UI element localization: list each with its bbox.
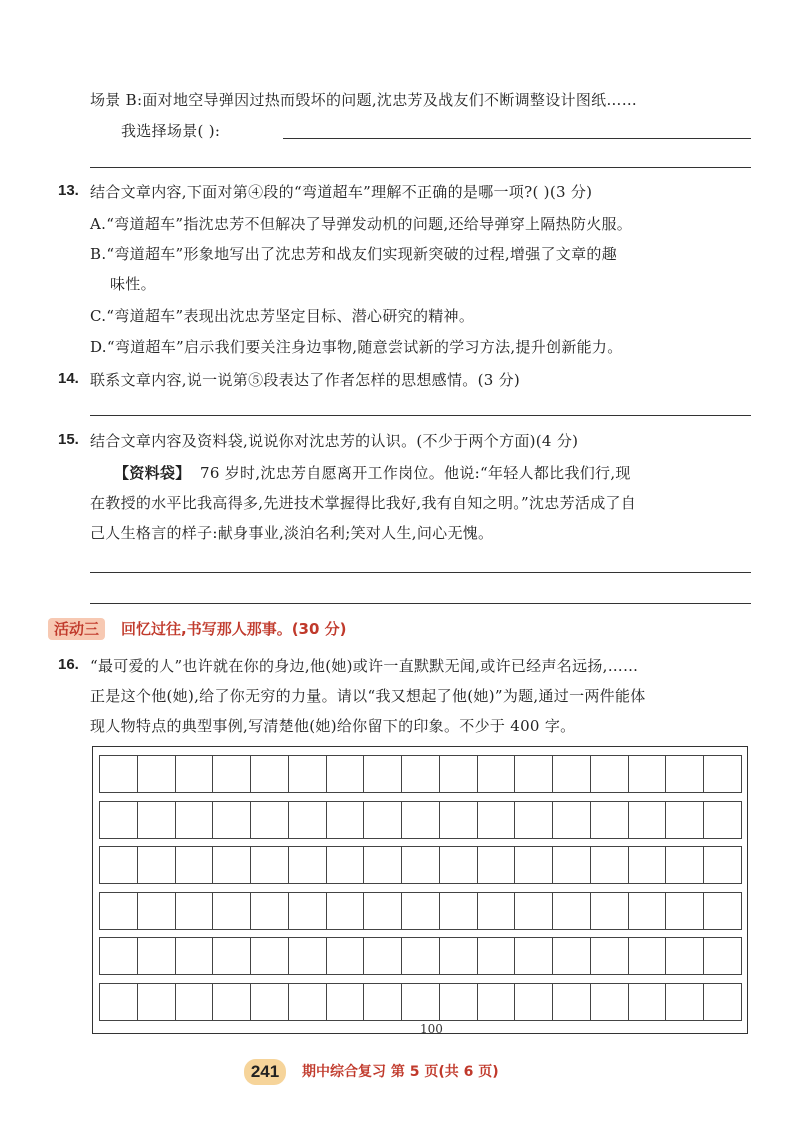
grid-cell[interactable] [138, 756, 176, 792]
question-13-option-b: B.“弯道超车”形象地写出了沈忠芳和战友们实现新突破的过程,增强了文章的趣 [90, 245, 617, 263]
grid-cell[interactable] [251, 893, 289, 929]
grid-cell[interactable] [100, 847, 138, 883]
grid-cell[interactable] [213, 984, 251, 1020]
question-15-answer-line-1[interactable] [90, 572, 751, 573]
grid-cell[interactable] [176, 984, 214, 1020]
grid-cell[interactable] [289, 847, 327, 883]
question-15-answer-line-2[interactable] [90, 603, 751, 604]
grid-cell[interactable] [515, 938, 553, 974]
choose-scene-label: 我选择场景( ): [121, 122, 221, 140]
grid-cell[interactable] [515, 893, 553, 929]
grid-cell[interactable] [327, 893, 365, 929]
grid-row[interactable] [99, 801, 742, 839]
grid-cell[interactable] [666, 893, 704, 929]
grid-cell[interactable] [629, 938, 667, 974]
grid-cell[interactable] [553, 802, 591, 838]
grid-cell[interactable] [176, 938, 214, 974]
question-13-option-a: A.“弯道超车”指沈忠芳不但解决了导弹发动机的问题,还给导弹穿上隔热防火服。 [90, 215, 633, 233]
grid-cell[interactable] [704, 802, 741, 838]
grid-cell[interactable] [327, 802, 365, 838]
grid-cell[interactable] [553, 893, 591, 929]
grid-cell[interactable] [402, 802, 440, 838]
activity-badge: 活动三 [48, 618, 105, 640]
grid-cell[interactable] [440, 847, 478, 883]
question-16-line-2: 正是这个他(她),给了你无穷的力量。请以“我又想起了他(她)”为题,通过一两件能体 [90, 687, 646, 705]
grid-cell[interactable] [591, 984, 629, 1020]
grid-cell[interactable] [478, 802, 516, 838]
grid-row[interactable] [99, 846, 742, 884]
grid-cell[interactable] [478, 847, 516, 883]
grid-cell[interactable] [591, 756, 629, 792]
grid-cell[interactable] [100, 938, 138, 974]
grid-cell[interactable] [704, 984, 741, 1020]
grid-cell[interactable] [327, 938, 365, 974]
grid-cell[interactable] [100, 756, 138, 792]
grid-cell[interactable] [515, 756, 553, 792]
grid-cell[interactable] [289, 984, 327, 1020]
grid-cell[interactable] [402, 756, 440, 792]
question-15-stem: 结合文章内容及资料袋,说说你对沈忠芳的认识。(不少于两个方面)(4 分) [90, 432, 579, 450]
grid-cell[interactable] [478, 984, 516, 1020]
grid-cell[interactable] [704, 938, 741, 974]
scene-b-text: 场景 B:面对地空导弹因过热而毁坏的问题,沈忠芳及战友们不断调整设计图纸…… [90, 91, 638, 109]
grid-cell[interactable] [251, 984, 289, 1020]
grid-cell[interactable] [327, 984, 365, 1020]
grid-cell[interactable] [553, 984, 591, 1020]
question-13-option-b-cont: 味性。 [110, 275, 156, 293]
grid-cell[interactable] [251, 802, 289, 838]
grid-cell[interactable] [402, 938, 440, 974]
question-15-number: 15. [58, 431, 79, 448]
material-bag-label: 【资料袋】 [114, 464, 191, 482]
question-14-answer-line[interactable] [90, 415, 751, 416]
grid-cell[interactable] [553, 756, 591, 792]
grid-cell[interactable] [289, 893, 327, 929]
question-16-line-1: “最可爱的人”也许就在你的身边,他(她)或许一直默默无闻,或许已经声名远扬,…… [90, 657, 639, 675]
grid-cell[interactable] [402, 893, 440, 929]
grid-cell[interactable] [213, 756, 251, 792]
grid-cell[interactable] [704, 756, 741, 792]
grid-cell[interactable] [176, 893, 214, 929]
grid-cell[interactable] [515, 847, 553, 883]
activity-title: 回忆过往,书写那人那事。(30 分) [121, 620, 347, 638]
grid-cell[interactable] [213, 847, 251, 883]
grid-cell[interactable] [402, 847, 440, 883]
question-13-option-d: D.“弯道超车”启示我们要关注身边事物,随意尝试新的学习方法,提升创新能力。 [90, 338, 623, 356]
grid-row[interactable] [99, 755, 742, 793]
grid-cell[interactable] [666, 984, 704, 1020]
grid-cell[interactable] [704, 847, 741, 883]
grid-cell[interactable] [251, 938, 289, 974]
material-line-2: 在教授的水平比我高得多,先进技术掌握得比我好,我有自知之明。”沈忠芳活成了自 [90, 494, 637, 512]
grid-row[interactable] [99, 937, 742, 975]
footer-text: 期中综合复习 第 5 页(共 6 页) [302, 1064, 499, 1080]
writing-grid[interactable] [92, 746, 748, 1034]
grid-cell[interactable] [402, 984, 440, 1020]
grid-cell[interactable] [629, 984, 667, 1020]
material-line-3: 己人生格言的样子:献身事业,淡泊名利;笑对人生,问心无愧。 [90, 524, 494, 542]
grid-cell[interactable] [478, 938, 516, 974]
grid-cell[interactable] [364, 938, 402, 974]
grid-cell[interactable] [666, 756, 704, 792]
question-13-option-c: C.“弯道超车”表现出沈忠芳坚定目标、潜心研究的精神。 [90, 307, 475, 325]
grid-cell[interactable] [364, 802, 402, 838]
material-line-1: 76 岁时,沈忠芳自愿离开工作岗位。他说:“年轻人都比我们行,现 [200, 464, 631, 482]
grid-cell[interactable] [440, 938, 478, 974]
grid-cell[interactable] [138, 938, 176, 974]
grid-cell[interactable] [100, 802, 138, 838]
grid-cell[interactable] [289, 756, 327, 792]
grid-cell[interactable] [591, 938, 629, 974]
grid-cell[interactable] [327, 847, 365, 883]
grid-cell[interactable] [553, 847, 591, 883]
grid-cell[interactable] [629, 847, 667, 883]
choose-scene-answer-line[interactable] [283, 138, 751, 139]
grid-cell[interactable] [440, 984, 478, 1020]
page-number-badge: 241 [244, 1059, 286, 1085]
grid-cell[interactable] [629, 802, 667, 838]
question-16-line-3: 现人物特点的典型事例,写清楚他(她)给你留下的印象。不少于 400 字。 [90, 717, 576, 735]
grid-cell[interactable] [440, 802, 478, 838]
scene-answer-line[interactable] [90, 167, 751, 168]
grid-cell[interactable] [213, 802, 251, 838]
grid-cell[interactable] [138, 847, 176, 883]
grid-cell[interactable] [289, 802, 327, 838]
grid-cell[interactable] [364, 984, 402, 1020]
grid-cell[interactable] [138, 802, 176, 838]
grid-cell[interactable] [251, 756, 289, 792]
grid-cell[interactable] [591, 802, 629, 838]
grid-cell[interactable] [478, 756, 516, 792]
grid-cell[interactable] [591, 847, 629, 883]
grid-cell[interactable] [327, 756, 365, 792]
grid-cell[interactable] [138, 893, 176, 929]
grid-cell[interactable] [440, 893, 478, 929]
grid-cell[interactable] [251, 847, 289, 883]
grid-cell[interactable] [666, 938, 704, 974]
grid-cell[interactable] [666, 847, 704, 883]
grid-cell[interactable] [515, 984, 553, 1020]
grid-cell[interactable] [213, 893, 251, 929]
grid-cell[interactable] [213, 938, 251, 974]
grid-row[interactable] [99, 983, 742, 1021]
question-14-number: 14. [58, 370, 79, 387]
grid-cell[interactable] [100, 984, 138, 1020]
grid-cell[interactable] [440, 756, 478, 792]
grid-cell[interactable] [364, 893, 402, 929]
grid-cell[interactable] [704, 893, 741, 929]
grid-cell[interactable] [591, 893, 629, 929]
grid-cell[interactable] [176, 756, 214, 792]
grid-cell[interactable] [176, 847, 214, 883]
grid-cell[interactable] [515, 802, 553, 838]
grid-cell[interactable] [553, 938, 591, 974]
grid-cell[interactable] [364, 847, 402, 883]
question-13-number: 13. [58, 182, 79, 199]
question-16-number: 16. [58, 656, 79, 673]
grid-cell[interactable] [364, 756, 402, 792]
grid-cell[interactable] [289, 938, 327, 974]
question-14-stem: 联系文章内容,说一说第⑤段表达了作者怎样的思想感情。(3 分) [90, 371, 521, 389]
grid-cell[interactable] [629, 893, 667, 929]
grid-cell[interactable] [100, 893, 138, 929]
grid-cell[interactable] [138, 984, 176, 1020]
grid-cell[interactable] [176, 802, 214, 838]
grid-character-count: 100 [420, 1022, 443, 1036]
grid-cell[interactable] [666, 802, 704, 838]
grid-cell[interactable] [629, 756, 667, 792]
grid-row[interactable] [99, 892, 742, 930]
grid-cell[interactable] [478, 893, 516, 929]
question-13-stem: 结合文章内容,下面对第④段的“弯道超车”理解不正确的是哪一项?( )(3 分) [90, 183, 593, 201]
